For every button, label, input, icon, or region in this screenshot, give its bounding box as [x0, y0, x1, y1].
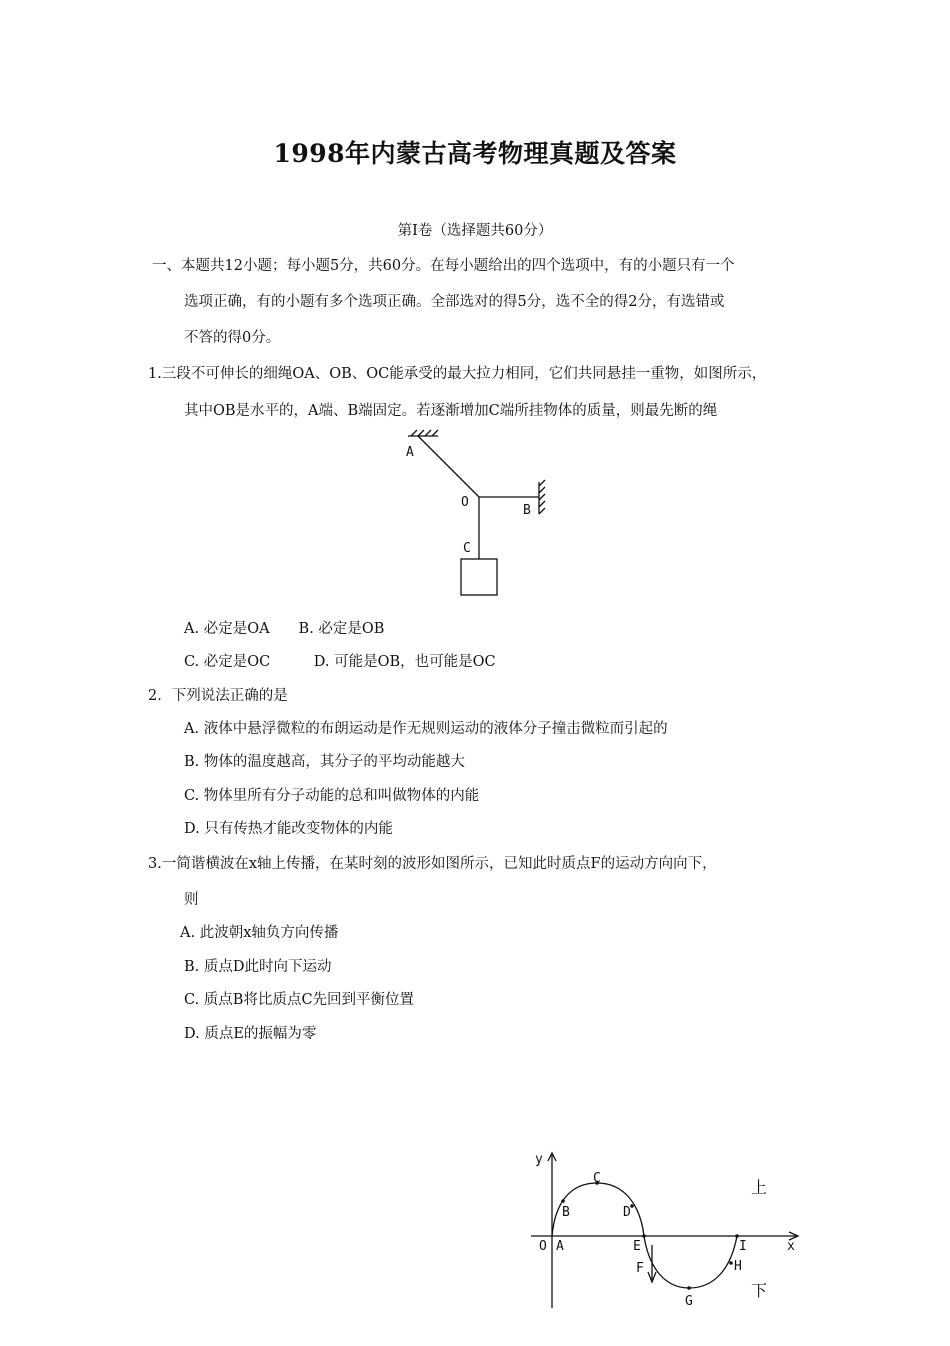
q3-label-a: A [556, 1239, 564, 1254]
page-title: 1998年内蒙古高考物理真题及答案 [273, 139, 677, 168]
q3-label-d: D [623, 1205, 631, 1220]
q3-label-e: E [633, 1239, 641, 1254]
q1-stem-line-1: 1.三段不可伸长的细绳OA、OB、OC能承受的最大拉力相同，它们共同悬挂一重物，如图所示， [148, 366, 767, 382]
q1-option-line-2: C. 必定是OC D. 可能是OB，也可能是OC [184, 654, 496, 670]
q1-stem-line-2: 其中OB是水平的，A端、B端固定。若逐渐增加C端所挂物体的质量，则最先断的绳 [184, 403, 718, 419]
q3-label-f: F [636, 1261, 644, 1276]
instructions-line-3: 不答的得0分。 [184, 330, 281, 346]
q1-option-line-1: A. 必定是OA B. 必定是OB [184, 621, 385, 637]
q3-option-d: D. 质点E的振幅为零 [184, 1026, 317, 1042]
q3-option-b: B. 质点D此时向下运动 [184, 959, 332, 975]
q2-option-c: C. 物体里所有分子动能的总和叫做物体的内能 [184, 788, 480, 804]
q3-option-a: A. 此波朝x轴负方向传播 [180, 925, 339, 941]
q3-stem-line-2: 则 [184, 892, 199, 908]
q3-label-up: 上 [751, 1178, 768, 1197]
q3-label-y: y [535, 1152, 543, 1167]
q3-label-g: G [685, 1294, 693, 1309]
q1-rope-diagram [395, 430, 555, 602]
q1-label-b: B [523, 503, 531, 518]
q2-option-a: A. 液体中悬浮微粒的布朗运动是作无规则运动的液体分子撞击微粒而引起的 [184, 721, 668, 737]
q3-label-i: I [739, 1239, 747, 1254]
q3-label-down: 下 [751, 1281, 768, 1300]
q1-label-a: A [406, 445, 414, 460]
q3-option-c: C. 质点B将比质点C先回到平衡位置 [184, 992, 415, 1008]
instructions-line-2: 选项正确，有的小题有多个选项正确。全部选对的得5分，选不全的得2分，有选错或 [184, 294, 725, 310]
instructions-line-1: 一、本题共12小题；每小题5分，共60分。在每小题给出的四个选项中，有的小题只有一个 [152, 258, 735, 274]
q3-label-h: H [734, 1259, 742, 1274]
q3-stem-line-1: 3.一简谐横波在x轴上传播，在某时刻的波形如图所示，已知此时质点F的运动方向向下， [148, 856, 717, 872]
q1-label-o: O [461, 495, 469, 510]
section-title: 第Ⅰ卷（选择题共60分） [397, 223, 553, 239]
q3-wave-diagram [525, 1148, 805, 1313]
q3-label-o: O [539, 1239, 547, 1254]
q1-label-c: C [463, 541, 471, 556]
q2-option-d: D. 只有传热才能改变物体的内能 [184, 821, 393, 837]
q3-label-b: B [562, 1205, 570, 1220]
q2-stem: 2．下列说法正确的是 [148, 688, 288, 704]
q3-label-x: x [787, 1239, 795, 1254]
q3-label-c: C [593, 1171, 601, 1186]
q2-option-b: B. 物体的温度越高，其分子的平均动能越大 [184, 754, 465, 770]
